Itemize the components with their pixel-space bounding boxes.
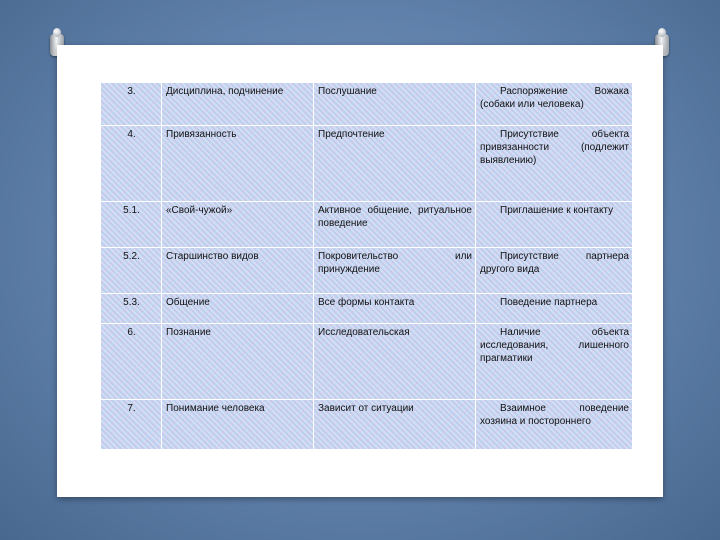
need-cell: Дисциплина, подчинение	[162, 83, 314, 126]
row-number: 5.1.	[101, 202, 162, 248]
behavior-form-cell: Исследовательская	[314, 324, 476, 400]
behavior-form-cell: Послушание	[314, 83, 476, 126]
behavior-form-cell: Все формы контакта	[314, 294, 476, 324]
trigger-cell: Наличие объекта исследования, лишенного прагматики	[476, 324, 633, 400]
behavior-form-cell: Активное общение, ритуальное поведение	[314, 202, 476, 248]
behavior-form-cell: Покровительство или принуждение	[314, 248, 476, 294]
need-cell: Познание	[162, 324, 314, 400]
table-row	[101, 83, 633, 126]
table-row	[101, 202, 633, 248]
row-number: 3.	[101, 83, 162, 126]
trigger-cell: Приглашение к контакту	[476, 202, 633, 248]
behavior-table	[100, 82, 633, 450]
row-number: 5.2.	[101, 248, 162, 294]
table-row	[101, 248, 633, 294]
need-cell: Привязанность	[162, 126, 314, 202]
need-cell: Понимание человека	[162, 400, 314, 450]
table-row	[101, 294, 633, 324]
trigger-cell: Распоряжение Вожака (собаки или человека)	[476, 83, 633, 126]
trigger-cell: Присутствие объекта привязанности (подлежит выявлению)	[476, 126, 633, 202]
table-row	[101, 324, 633, 400]
trigger-cell: Взаимное поведение хозяина и постороннего	[476, 400, 633, 450]
need-cell: Старшинство видов	[162, 248, 314, 294]
table-row	[101, 400, 633, 450]
row-number: 4.	[101, 126, 162, 202]
row-number: 6.	[101, 324, 162, 400]
behavior-form-cell: Предпочтение	[314, 126, 476, 202]
need-cell: «Свой-чужой»	[162, 202, 314, 248]
trigger-cell: Присутствие партнера другого вида	[476, 248, 633, 294]
row-number: 5.3.	[101, 294, 162, 324]
row-number: 7.	[101, 400, 162, 450]
trigger-cell: Поведение партнера	[476, 294, 633, 324]
table-row	[101, 126, 633, 202]
behavior-form-cell: Зависит от ситуации	[314, 400, 476, 450]
need-cell: Общение	[162, 294, 314, 324]
